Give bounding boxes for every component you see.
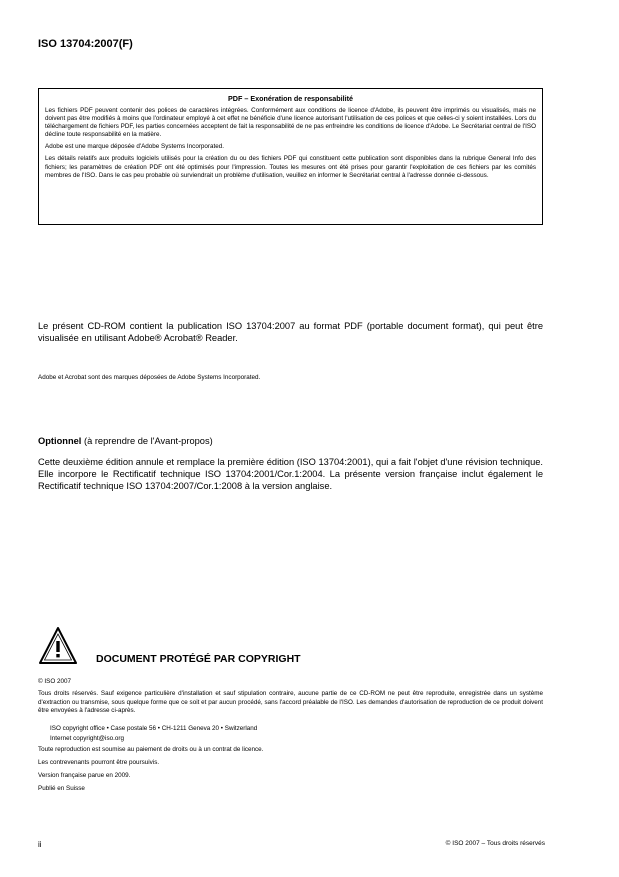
cdrom-paragraph: Le présent CD-ROM contient la publication ISO 13704:2007 au format PDF (portable document format), qui peut être visualisée en utilisant Adobe® Acrobat® Reader. (38, 321, 543, 343)
disclaimer-paragraph: Adobe est une marque déposée d'Adobe Systems Incorporated. (45, 143, 225, 151)
pdf-disclaimer-box (38, 88, 543, 225)
copyright-heading: DOCUMENT PROTÉGÉ PAR COPYRIGHT (96, 653, 301, 665)
published-line: Publié en Suisse (38, 785, 85, 792)
disclaimer-paragraph: Les fichiers PDF peuvent contenir des polices de caractères intégrées. Conformément aux conditions de licence d'Adobe, ils peuvent être imprimés ou visualisés, mais ne doivent pas être modifiés à moins que l'ordinateur employé à cet effet ne bénéficie d'une licence autorisant l'utilisation de ces polices et que celles-ci y soient installées. Lors du téléchargement de fichiers PDF, les parties concernées acceptent de fait la responsabilité de ne pas enfreindre les conditions de licence d'Adobe. Le Secrétariat central de l'ISO décline toute responsabilité en la matière. (45, 107, 536, 139)
optional-heading (38, 436, 213, 446)
fee-line: Toute reproduction est soumise au paiement de droits ou à un contrat de licence. (38, 746, 264, 753)
version-line: Version française parue en 2009. (38, 772, 131, 779)
prosecution-line: Les contrevenants pourront être poursuivis. (38, 759, 160, 766)
optional-note: (à reprendre de l'Avant-propos) (81, 436, 213, 446)
document-id-header: ISO 13704:2007(F) (38, 38, 133, 50)
disclaimer-title: PDF – Exonération de responsabilité (227, 94, 353, 103)
footer-copyright: © ISO 2007 – Tous droits réservés (445, 840, 545, 847)
internet-line: Internet copyright@iso.org (50, 735, 124, 742)
optional-label: Optionnel (38, 436, 82, 446)
copyright-year: © ISO 2007 (38, 678, 71, 685)
warning-icon (38, 626, 78, 666)
page-number: ii (38, 840, 42, 849)
trademark-note: Adobe et Acrobat sont des marques déposées de Adobe Systems Incorporated. (38, 374, 261, 381)
address-line: ISO copyright office • Case postale 56 • CH-1211 Geneva 20 • Switzerland (50, 725, 258, 732)
disclaimer-paragraph: Les détails relatifs aux produits logiciels utilisés pour la création du ou des fichiers PDF qui constituent cette publication sont disponibles dans la rubrique General Info des fichiers; les paramètres de création PDF ont été optimisés pour l'impression. Toutes les mesures ont été prises pour garantir l'exploitation de ces fichiers par les comités membres de l'ISO. Dans le cas peu probable où surviendrait un problème d'utilisation, veuillez en informer le Secrétariat central à l'adresse donnée ci-dessous. (45, 155, 536, 179)
rights-paragraph: Tous droits réservés. Sauf exigence particulière d'installation et sauf stipulation contraire, aucune partie de ce CD-ROM ne peut être reproduite, enregistrée dans un système d'extraction ou transmise, sous quelque forme que ce soit et par aucun procédé, sans l'accord préalable de l'ISO. Les demandes d'autorisation de reproduction de ce produit doivent être envoyées à l'adresse ci-après. (38, 690, 543, 715)
edition-paragraph: Cette deuxième édition annule et remplace la première édition (ISO 13704:2001), qui a fait l'objet d'une révision technique. Elle incorpore le Rectificatif technique ISO 13704:2001/Cor.1:2004. La présente version française inclut également le Rectificatif technique ISO 13704:2007/Cor.1:2008 à la version anglaise. (38, 457, 543, 491)
